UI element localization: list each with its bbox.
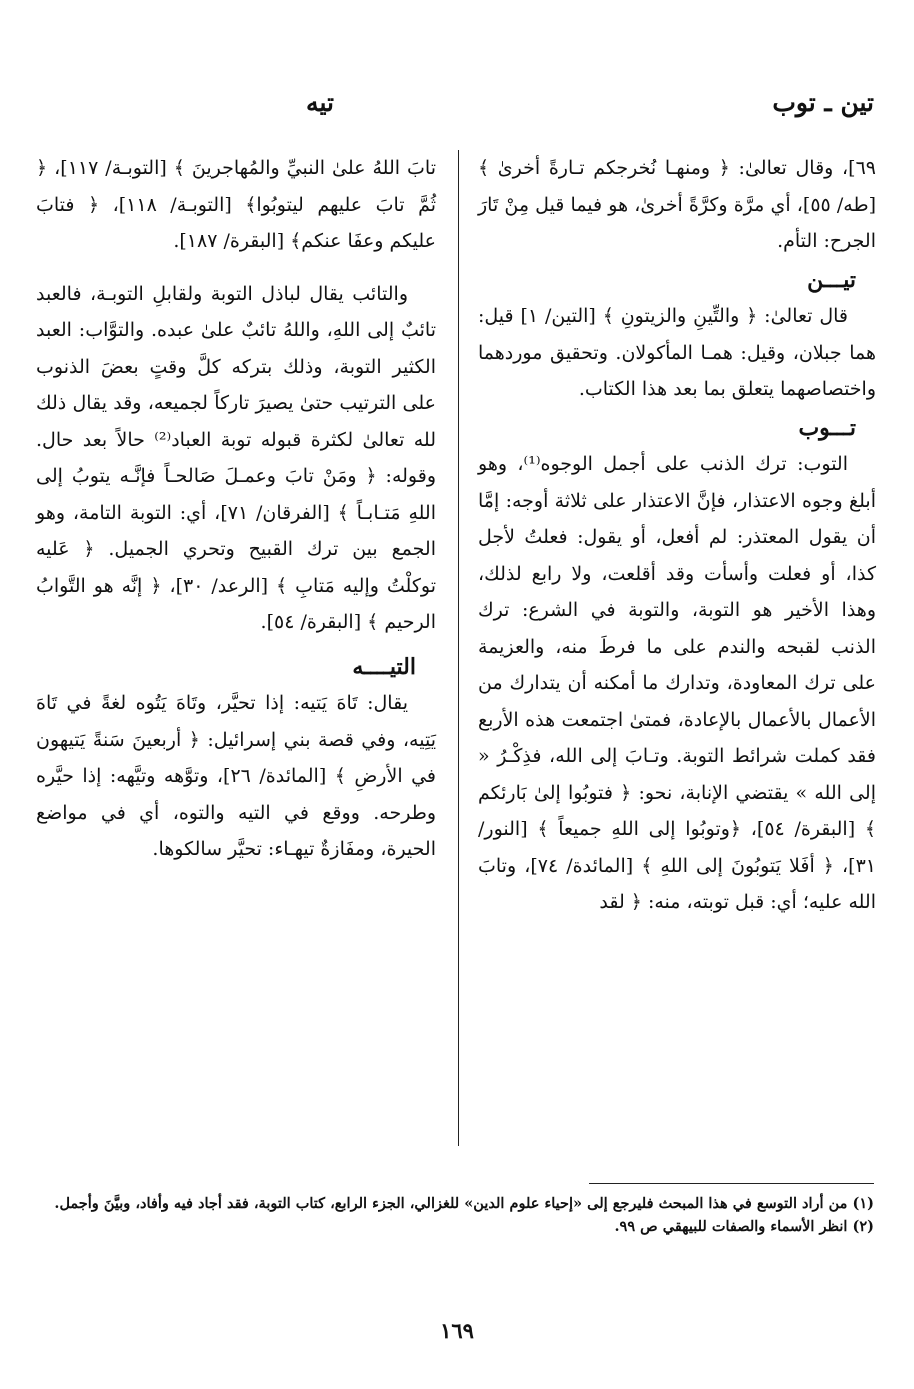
paragraph: قال تعالىٰ: ﴿ والتِّينِ والزيتونِ ﴾ [التين/ ١] قيل: هما جبلان، وقيل: همـا المأكولان. وتحقيق موردهما واختصاصهما يتعلق بما بعد هذا الكتاب. bbox=[478, 305, 876, 400]
footnote-1: (١) من أراد التوسع في هذا المبحث فليرجع إلى «إحياء علوم الدين» للغزالي، الجزء الرابع، كتاب التوبة، فقد أجاد فيه وأفاد، وبيَّنَ وأجمل. bbox=[54, 1195, 874, 1212]
footnote-2: (٢) انظر الأسماء والصفات للبيهقي ص ٩٩. bbox=[614, 1218, 874, 1235]
paragraph: تابَ اللهُ علىٰ النبيِّ والمُهاجرينَ ﴾ [التوبـة/ ١١٧]، ﴿ ثُمَّ تابَ عليهم ليتوبُوا﴾ [التوبـة/ ١١٨]، ﴿ فتابَ عليكم وعفَا عنكم﴾ [البقرة/ ١٨٧]. bbox=[36, 157, 437, 252]
entry-heading-tin: تيـــن bbox=[807, 266, 856, 293]
entry-heading-tih: التيــــه bbox=[352, 653, 416, 680]
column-divider bbox=[458, 150, 459, 1146]
footnote-rule bbox=[589, 1183, 874, 1184]
running-header-left: تيه bbox=[306, 88, 334, 117]
paragraph: التوب: ترك الذنب على أجمل الوجوه⁽¹⁾، وهو أبلغ وجوه الاعتذار، فإنَّ الاعتذار على ثلاثة أوجه: إمَّا أن يقول المعتذر: لم أفعل، أو يقول: فعلتُ لأجل كذا، أو فعلت وأسأت وقد أقلعت، ولا رابع لذلك، وهذا الأخير هو التوبة، والتوبة في الشرع: ترك الذنب لقبحه والندم على ما فرطَ منه، والعزيمة على ترك المعاودة، وتدارك ما أمكنه أن يتدارك من الأعمال بالأعمال بالإعادة، فمتىٰ اجتمعت هذه الأربع فقد كملت شرائط التوبة. وتـابَ إلى الله، فذِكْـرُ « إلى الله » يقتضي الإنابة، نحو: ﴿ فتوبُوا إلىٰ بَارئكم ﴾ [البقرة/ ٥٤]، ﴿وتوبُوا إلى اللهِ جميعاً ﴾ [النور/ ٣١]، ﴿ أفَلا يَتوبُونَ إلى اللهِ ﴾ [المائدة/ ٧٤]، وتابَ الله عليه؛ أي: قبل توبته، منه: ﴿ لقد bbox=[478, 453, 876, 913]
running-header-right: تين ـ توب bbox=[772, 88, 874, 117]
paragraph: يقال: تَاهَ يَتيه: إذا تحيَّر، وتَاهَ يَتُوه لغةً في تَاهَ يَتِيه، وفي قصة بني إسرائيل: ﴿ أربعينَ سَنةً يَتيهون في الأرضِ ﴾ [المائدة/ ٢٦]، وتوَّهه وتيَّهه: إذا حيَّره وطرحه. ووقع في التيه والتوه، أي في مواضع الحيرة، ومفَازةٌ تيهـاء: تحيَّر سالكوها. bbox=[36, 692, 436, 860]
page-number: ١٦٩ bbox=[440, 1318, 474, 1343]
entry-heading-tawb: تـــوب bbox=[798, 414, 856, 441]
left-column bbox=[36, 150, 436, 868]
footnotes bbox=[44, 1192, 874, 1238]
paragraph: ٦٩]، وقال تعالىٰ: ﴿ ومنهـا نُخرجكم تـارةً أخرىٰ ﴾ [طه/ ٥٥]، أي مرَّة وكرَّةً أخرىٰ، هو فيما قيل مِنْ تَارَ الجرح: التأم. bbox=[478, 157, 877, 252]
right-column bbox=[478, 150, 876, 921]
paragraph: والتائب يقال لباذل التوبة ولقابلِ التوبـة، فالعبد تائبٌ إلى اللهِ، واللهُ تائبٌ علىٰ عبده. والتوَّاب: العبد الكثير التوبة، وذلك بتركه كلَّ وقتٍ بعضَ الذنوب على الترتيب حتىٰ يصيرَ تاركاً لجميعه، وقد يقال ذلك لله تعالىٰ لكثرة قبوله توبة العباد⁽²⁾ حالاً بعد حال. وقوله: ﴿ ومَنْ تابَ وعمـلَ صَالحـاً فإنَّـه يتوبُ إلى اللهِ مَتـابـاً ﴾ [الفرقان/ ٧١]، أي: التوبة التامة، وهو الجمع بين ترك القبيح وتحري الجميل. ﴿ عَليه توكلْتُ وإليه مَتابِ ﴾ [الرعد/ ٣٠]، ﴿ إنَّه هو التَّوابُ الرحيم ﴾ [البقرة/ ٥٤]. bbox=[36, 282, 436, 633]
